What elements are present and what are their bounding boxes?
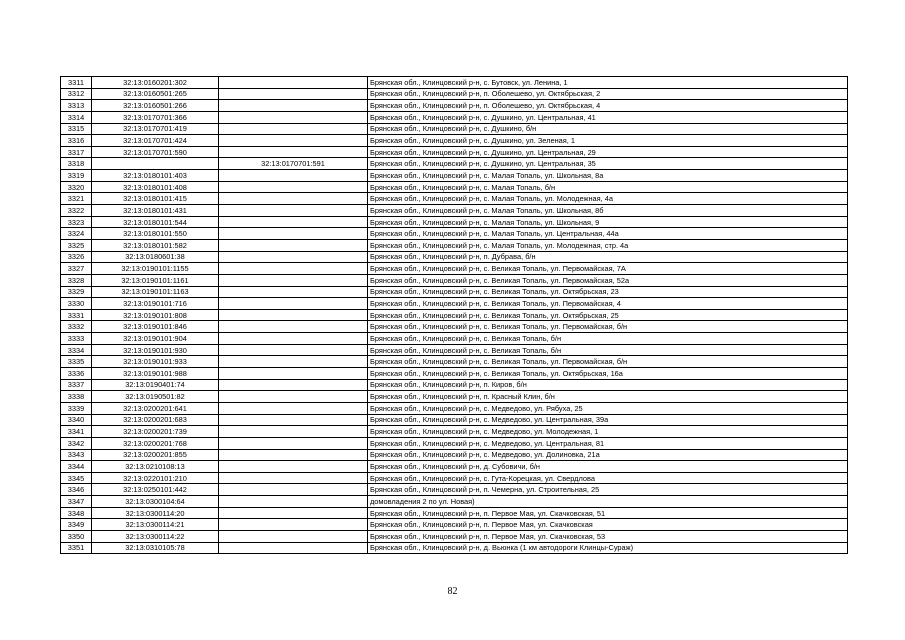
address-cell: Брянская обл., Клинцовский р-н, с. Медведово, ул. Долиновка, 21а [368,449,848,461]
cadastral-number-cell: 32:13:0190101:933 [92,356,219,368]
address-cell: Брянская обл., Клинцовский р-н, с. Медведово, ул. Молодежная, 1 [368,426,848,438]
table-row [61,309,848,321]
cadastral-number-cell: 32:13:0180101:415 [92,193,219,205]
table-row [61,484,848,496]
cadastral-number-cell: 32:13:0180101:582 [92,239,219,251]
cadastral-number-cell: 32:13:0180101:431 [92,205,219,217]
cadastral-number-cell: 32:13:0180101:544 [92,216,219,228]
row-number-cell: 3350 [61,530,92,542]
table-row [61,426,848,438]
row-number-cell: 3325 [61,239,92,251]
row-number-cell: 3313 [61,100,92,112]
cadastral-number-cell: 32:13:0300114:20 [92,507,219,519]
row-number-cell: 3351 [61,542,92,554]
row-number-cell: 3338 [61,391,92,403]
row-number-cell: 3336 [61,368,92,380]
table-row [61,181,848,193]
cadastral-number-alt-cell [219,263,368,275]
cadastral-number-cell: 32:13:0200201:768 [92,437,219,449]
cadastral-number-alt-cell [219,205,368,217]
cadastral-number-alt-cell [219,286,368,298]
address-cell: Брянская обл., Клинцовский р-н, с. Великая Топаль, б/н [368,333,848,345]
row-number-cell: 3320 [61,181,92,193]
table-row [61,274,848,286]
row-number-cell: 3335 [61,356,92,368]
cadastral-number-alt-cell [219,239,368,251]
cadastral-number-alt-cell [219,507,368,519]
row-number-cell: 3333 [61,333,92,345]
row-number-cell: 3316 [61,135,92,147]
row-number-cell: 3343 [61,449,92,461]
row-number-cell: 3332 [61,321,92,333]
address-cell: домовладения 2 по ул. Новая) [368,496,848,508]
cadastral-number-alt-cell [219,496,368,508]
cadastral-number-cell: 32:13:0300114:22 [92,530,219,542]
cadastral-number-cell: 32:13:0200201:739 [92,426,219,438]
table-row [61,461,848,473]
row-number-cell: 3344 [61,461,92,473]
cadastral-number-alt-cell [219,111,368,123]
cadastral-number-cell: 32:13:0170701:424 [92,135,219,147]
cadastral-number-alt-cell [219,123,368,135]
table-row [61,193,848,205]
cadastral-number-alt-cell [219,321,368,333]
cadastral-number-cell: 32:13:0160501:265 [92,88,219,100]
cadastral-number-cell: 32:13:0310105:78 [92,542,219,554]
address-cell: Брянская обл., Клинцовский р-н, с. Гута-Корецкая, ул. Свердлова [368,472,848,484]
address-cell: Брянская обл., Клинцовский р-н, с. Малая Топаль, ул. Молодежная, стр. 4а [368,239,848,251]
cadastral-number-alt-cell [219,391,368,403]
address-cell: Брянская обл., Клинцовский р-н, с. Великая Топаль, б/н [368,344,848,356]
cadastral-number-cell: 32:13:0250101:442 [92,484,219,496]
row-number-cell: 3341 [61,426,92,438]
page-number: 82 [447,586,458,597]
table-row [61,321,848,333]
address-cell: Брянская обл., Клинцовский р-н, с. Малая Топаль, ул. Школьная, 8б [368,205,848,217]
table-row [61,88,848,100]
address-cell: Брянская обл., Клинцовский р-н, п. Чемерна, ул. Строительная, 25 [368,484,848,496]
address-cell: Брянская обл., Клинцовский р-н, п. Оболешево, ул. Октябрьская, 4 [368,100,848,112]
row-number-cell: 3311 [61,77,92,89]
cadastral-number-alt-cell [219,88,368,100]
address-cell: Брянская обл., Клинцовский р-н, с. Душкино, ул. Центральная, 35 [368,158,848,170]
cadastral-number-cell: 32:13:0190501:82 [92,391,219,403]
cadastral-number-cell: 32:13:0190401:74 [92,379,219,391]
row-number-cell: 3324 [61,228,92,240]
cadastral-number-alt-cell [219,530,368,542]
cadastral-number-cell: 32:13:0190101:930 [92,344,219,356]
cadastral-number-cell: 32:13:0180601:38 [92,251,219,263]
row-number-cell: 3317 [61,146,92,158]
table-row [61,379,848,391]
cadastral-number-cell: 32:13:0190101:808 [92,309,219,321]
address-cell: Брянская обл., Клинцовский р-н, с. Медведово, ул. Центральная, 81 [368,437,848,449]
cadastral-number-cell: 32:13:0180101:408 [92,181,219,193]
row-number-cell: 3346 [61,484,92,496]
cadastral-number-cell: 32:13:0180101:403 [92,170,219,182]
row-number-cell: 3345 [61,472,92,484]
table-row [61,135,848,147]
cadastral-number-cell: 32:13:0300104:64 [92,496,219,508]
table-row [61,205,848,217]
table-row [61,146,848,158]
cadastral-number-alt-cell [219,437,368,449]
cadastral-number-alt-cell [219,402,368,414]
row-number-cell: 3318 [61,158,92,170]
table-row [61,239,848,251]
cadastral-number-cell: 32:13:0200201:641 [92,402,219,414]
row-number-cell: 3340 [61,414,92,426]
address-cell: Брянская обл., Клинцовский р-н, с. Великая Топаль, ул. Октябрьская, 16а [368,368,848,380]
table-row [61,100,848,112]
row-number-cell: 3322 [61,205,92,217]
row-number-cell: 3339 [61,402,92,414]
cadastral-number-alt-cell [219,368,368,380]
row-number-cell: 3323 [61,216,92,228]
row-number-cell: 3348 [61,507,92,519]
row-number-cell: 3334 [61,344,92,356]
address-cell: Брянская обл., Клинцовский р-н, п. Дубрава, б/н [368,251,848,263]
cadastral-number-cell: 32:13:0190101:846 [92,321,219,333]
table-row [61,496,848,508]
address-cell: Брянская обл., Клинцовский р-н, с. Малая Топаль, ул. Молодежная, 4а [368,193,848,205]
table-row [61,77,848,89]
row-number-cell: 3326 [61,251,92,263]
address-cell: Брянская обл., Клинцовский р-н, с. Великая Топаль, ул. Октябрьская, 23 [368,286,848,298]
cadastral-number-cell: 32:13:0170701:590 [92,146,219,158]
cadastral-number-alt-cell [219,426,368,438]
address-cell: Брянская обл., Клинцовский р-н, с. Бутовск, ул. Ленина, 1 [368,77,848,89]
cadastral-number-cell: 32:13:0190101:988 [92,368,219,380]
cadastral-number-alt-cell [219,146,368,158]
cadastral-number-alt-cell [219,449,368,461]
table-row [61,402,848,414]
table-row [61,333,848,345]
row-number-cell: 3319 [61,170,92,182]
cadastral-number-cell: 32:13:0200201:683 [92,414,219,426]
row-number-cell: 3312 [61,88,92,100]
address-cell: Брянская обл., Клинцовский р-н, п. Первое Мая, ул. Скачковская [368,519,848,531]
address-cell: Брянская обл., Клинцовский р-н, с. Великая Топаль, ул. Первомайская, 4 [368,298,848,310]
table-row [61,170,848,182]
table-row [61,111,848,123]
table-row [61,216,848,228]
cadastral-number-alt-cell [219,542,368,554]
cadastral-number-alt-cell [219,484,368,496]
row-number-cell: 3330 [61,298,92,310]
address-cell: Брянская обл., Клинцовский р-н, с. Медведово, ул. Рябуха, 25 [368,402,848,414]
cadastral-number-alt-cell [219,298,368,310]
table-row [61,251,848,263]
registry-table [60,76,848,554]
address-cell: Брянская обл., Клинцовский р-н, д. Вьюнка (1 км автодороги Клинцы-Сураж) [368,542,848,554]
table-row [61,368,848,380]
cadastral-number-cell: 32:13:0180101:550 [92,228,219,240]
row-number-cell: 3329 [61,286,92,298]
address-cell: Брянская обл., Клинцовский р-н, с. Великая Топаль, ул. Первомайская, б/н [368,356,848,368]
table-row [61,530,848,542]
address-cell: Брянская обл., Клинцовский р-н, п. Первое Мая, ул. Скачковская, 53 [368,530,848,542]
address-cell: Брянская обл., Клинцовский р-н, п. Оболешево, ул. Октябрьская, 2 [368,88,848,100]
cadastral-number-alt-cell [219,414,368,426]
table-row [61,449,848,461]
address-cell: Брянская обл., Клинцовский р-н, с. Медведово, ул. Центральная, 39а [368,414,848,426]
row-number-cell: 3321 [61,193,92,205]
cadastral-number-alt-cell [219,193,368,205]
table-row [61,507,848,519]
table-row [61,472,848,484]
table-row [61,123,848,135]
cadastral-number-alt-cell [219,274,368,286]
table-row [61,286,848,298]
cadastral-number-alt-cell [219,135,368,147]
table-row [61,263,848,275]
cadastral-number-alt-cell [219,461,368,473]
cadastral-number-cell: 32:13:0170701:419 [92,123,219,135]
row-number-cell: 3342 [61,437,92,449]
row-number-cell: 3331 [61,309,92,321]
table-row [61,437,848,449]
cadastral-number-alt-cell [219,333,368,345]
cadastral-number-cell: 32:13:0300114:21 [92,519,219,531]
cadastral-number-alt-cell: 32:13:0170701:591 [219,158,368,170]
cadastral-number-cell: 32:13:0220101:210 [92,472,219,484]
cadastral-number-cell: 32:13:0170701:366 [92,111,219,123]
address-cell: Брянская обл., Клинцовский р-н, п. Первое Мая, ул. Скачковская, 51 [368,507,848,519]
cadastral-number-cell: 32:13:0190101:904 [92,333,219,345]
table-row [61,298,848,310]
row-number-cell: 3328 [61,274,92,286]
cadastral-number-alt-cell [219,309,368,321]
address-cell: Брянская обл., Клинцовский р-н, с. Великая Топаль, ул. Первомайская, 7А [368,263,848,275]
address-cell: Брянская обл., Клинцовский р-н, с. Малая Топаль, ул. Центральная, 44а [368,228,848,240]
address-cell: Брянская обл., Клинцовский р-н, п. Красный Клин, б/н [368,391,848,403]
cadastral-number-cell: 32:13:0190101:716 [92,298,219,310]
address-cell: Брянская обл., Клинцовский р-н, с. Великая Топаль, ул. Первомайская, 52а [368,274,848,286]
cadastral-number-alt-cell [219,356,368,368]
cadastral-number-alt-cell [219,77,368,89]
table-row [61,542,848,554]
cadastral-number-alt-cell [219,251,368,263]
cadastral-number-alt-cell [219,228,368,240]
address-cell: Брянская обл., Клинцовский р-н, с. Малая Топаль, б/н [368,181,848,193]
row-number-cell: 3314 [61,111,92,123]
cadastral-number-alt-cell [219,170,368,182]
row-number-cell: 3347 [61,496,92,508]
cadastral-number-cell: 32:13:0200201:855 [92,449,219,461]
table-row [61,344,848,356]
registry-table-body [61,77,848,554]
cadastral-number-cell [92,158,219,170]
address-cell: Брянская обл., Клинцовский р-н, с. Великая Топаль, ул. Первомайская, б/н [368,321,848,333]
cadastral-number-alt-cell [219,519,368,531]
cadastral-number-cell: 32:13:0160501:266 [92,100,219,112]
address-cell: Брянская обл., Клинцовский р-н, с. Душкино, ул. Зеленая, 1 [368,135,848,147]
cadastral-number-alt-cell [219,216,368,228]
address-cell: Брянская обл., Клинцовский р-н, п. Киров, б/н [368,379,848,391]
address-cell: Брянская обл., Клинцовский р-н, с. Великая Топаль, ул. Октябрьская, 25 [368,309,848,321]
cadastral-number-alt-cell [219,472,368,484]
table-row [61,158,848,170]
cadastral-number-cell: 32:13:0190101:1163 [92,286,219,298]
table-row [61,356,848,368]
row-number-cell: 3315 [61,123,92,135]
cadastral-number-alt-cell [219,100,368,112]
table-row [61,228,848,240]
cadastral-number-cell: 32:13:0190101:1155 [92,263,219,275]
cadastral-number-alt-cell [219,379,368,391]
address-cell: Брянская обл., Клинцовский р-н, д. Субовичи, б/н [368,461,848,473]
table-row [61,414,848,426]
address-cell: Брянская обл., Клинцовский р-н, с. Душкино, б/н [368,123,848,135]
table-row [61,519,848,531]
cadastral-number-cell: 32:13:0160201:302 [92,77,219,89]
row-number-cell: 3349 [61,519,92,531]
cadastral-number-cell: 32:13:0190101:1161 [92,274,219,286]
row-number-cell: 3337 [61,379,92,391]
cadastral-number-cell: 32:13:0210108:13 [92,461,219,473]
cadastral-number-alt-cell [219,344,368,356]
row-number-cell: 3327 [61,263,92,275]
address-cell: Брянская обл., Клинцовский р-н, с. Малая Топаль, ул. Школьная, 9 [368,216,848,228]
address-cell: Брянская обл., Клинцовский р-н, с. Душкино, ул. Центральная, 29 [368,146,848,158]
address-cell: Брянская обл., Клинцовский р-н, с. Душкино, ул. Центральная, 41 [368,111,848,123]
table-row [61,391,848,403]
address-cell: Брянская обл., Клинцовский р-н, с. Малая Топаль, ул. Школьная, 8а [368,170,848,182]
cadastral-number-alt-cell [219,181,368,193]
